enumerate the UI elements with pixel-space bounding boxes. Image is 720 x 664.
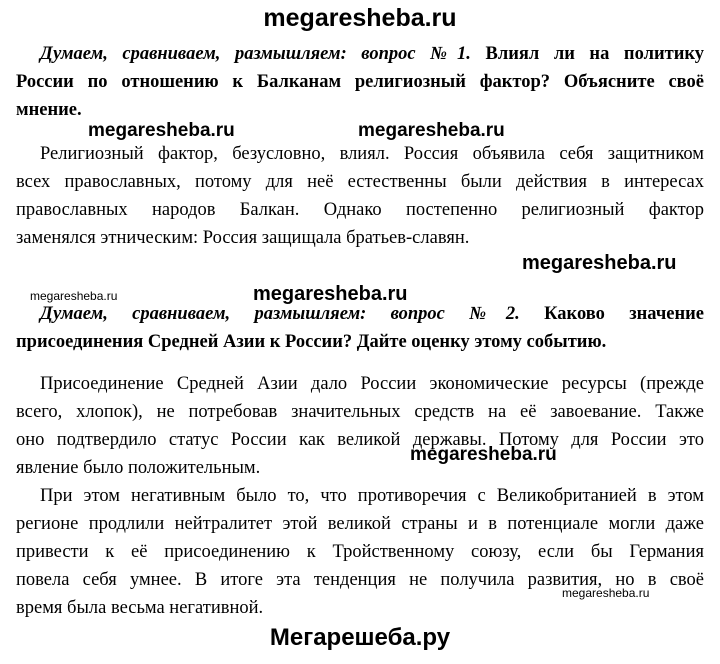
question-2	[16, 300, 704, 356]
answer-3-line-4: повела себя умнее. В итоге эта тенденция не получила развития, но в своё	[16, 570, 704, 590]
watermark-mid-right: megaresheba.ru	[358, 120, 505, 141]
answer-1-line-2: всех православных, потому для неё естественны были действия в интересах	[16, 172, 704, 192]
watermark-after-answer-2: megaresheba.ru	[410, 444, 557, 465]
watermark-mid-left: megaresheba.ru	[88, 120, 235, 141]
question-2-line-2: присоединения Средней Азии к России? Дайте оценку этому событию.	[16, 332, 607, 352]
question-1	[16, 40, 704, 124]
answer-3-line-1: При этом негативным было то, что противоречия с Великобританией в этом	[40, 486, 704, 506]
watermark-top: megaresheba.ru	[263, 4, 457, 32]
watermark-bottom: Мегарешеба.ру	[269, 624, 451, 651]
question-1-prefix: Думаем, сравниваем, размышляем: вопрос №1.	[40, 44, 471, 64]
answer-1-line-4: заменялся этническим: Россия защищала братьев-славян.	[16, 228, 470, 248]
answer-2	[16, 370, 704, 482]
watermark-right: megaresheba.ru	[522, 252, 677, 274]
answer-2-line-3: оно подтвердило статус России как великой державы. Потому для России это	[16, 430, 704, 450]
watermark-small-bottom-right: megaresheba.ru	[562, 586, 650, 600]
question-2-line-1-rest: Каково значение	[519, 304, 704, 324]
answer-2-line-4: явление было положительным.	[16, 458, 261, 478]
answer-3-line-3: привести к её присоединению к Тройственному союзу, если бы Германия	[16, 542, 704, 562]
question-1-line-1-rest: Влиял ли на политику	[470, 44, 705, 64]
question-2-prefix: Думаем, сравниваем, размышляем: вопрос №2.	[40, 304, 520, 324]
question-2-line-1	[16, 300, 704, 328]
watermark-center: megaresheba.ru	[253, 283, 408, 305]
answer-3	[16, 482, 704, 622]
question-1-line-3: мнение.	[16, 100, 82, 120]
answer-3-line-2: регионе продлили нейтралитет этой великой страны и в потенциале могли даже	[16, 514, 704, 534]
answer-2-line-2: всего, хлопок), не потребовав значительных средств на её завоевание. Также	[16, 402, 704, 422]
answer-1	[16, 140, 704, 252]
answer-1-line-3: православных народов Балкан. Однако постепенно религиозный фактор	[16, 200, 704, 220]
answer-2-line-1: Присоединение Средней Азии дало России экономические ресурсы (прежде	[40, 374, 704, 394]
answer-1-line-1: Религиозный фактор, безусловно, влиял. Россия объявила себя защитником	[40, 144, 704, 164]
watermark-small-left: megaresheba.ru	[30, 289, 118, 303]
question-1-line-1	[16, 40, 704, 68]
answer-3-line-5: время была весьма негативной.	[16, 598, 264, 618]
question-1-line-2: России по отношению к Балканам религиозный фактор? Объясните своё	[16, 72, 704, 92]
